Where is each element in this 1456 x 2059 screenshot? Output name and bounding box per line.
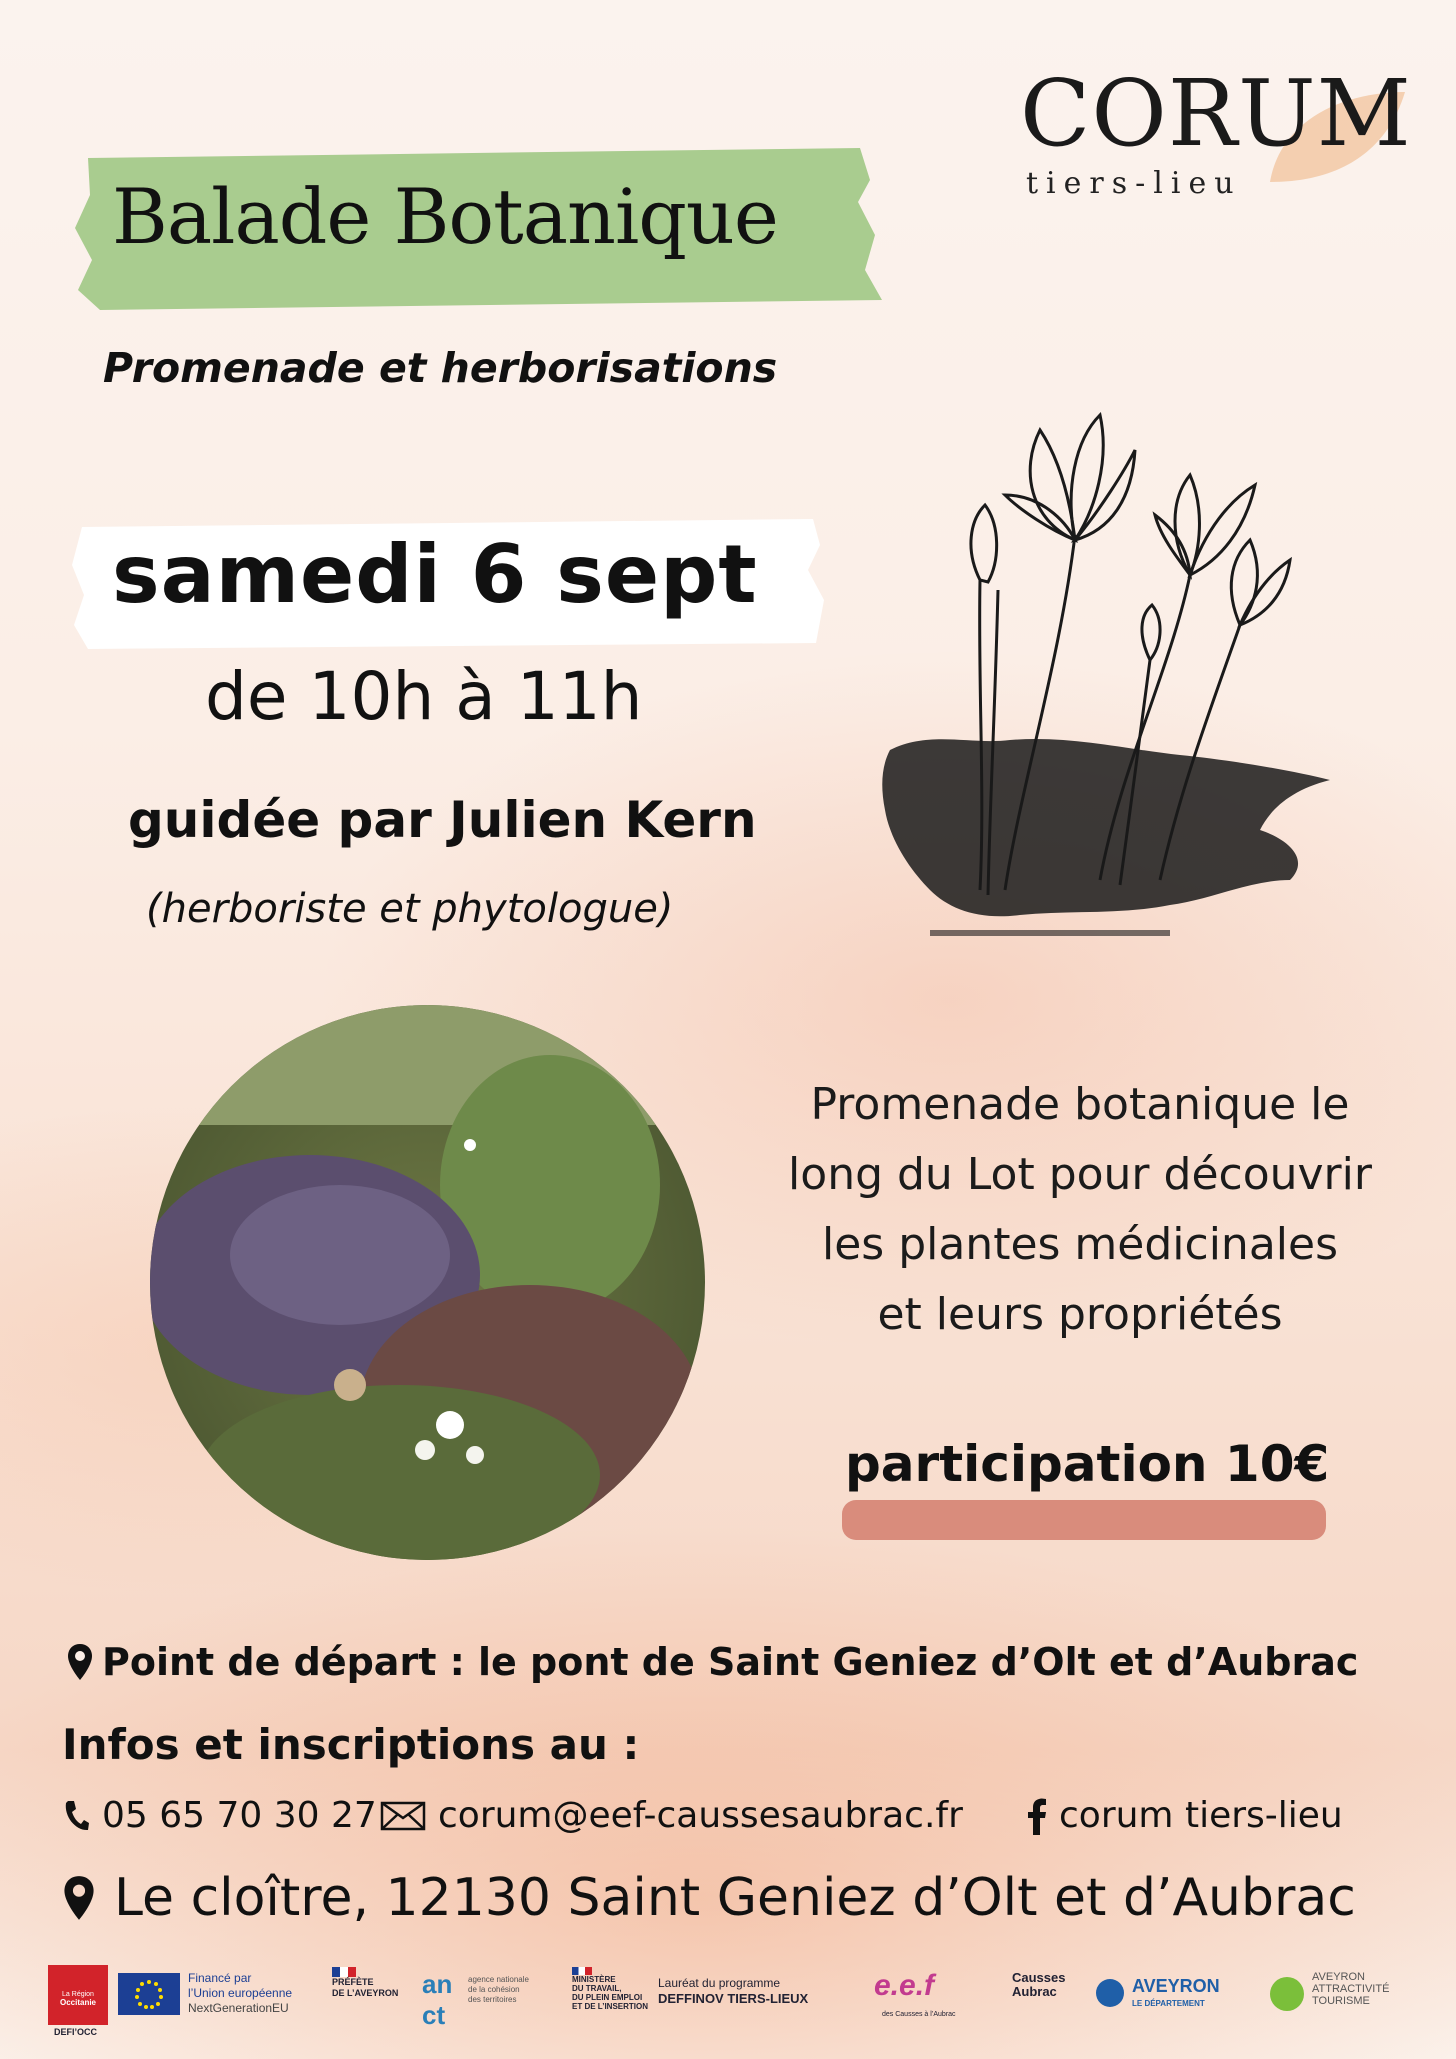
eu-flag	[118, 1973, 180, 2015]
eef-logo: e.e.f	[874, 1969, 935, 2002]
ministere-logo	[572, 1967, 648, 2011]
facebook-name: corum tiers-lieu	[1059, 1795, 1343, 1836]
mail-icon	[380, 1801, 426, 1831]
aveyron-icon	[1096, 1979, 1124, 2007]
sponsor-logos	[44, 1955, 1424, 2040]
description-line: et leurs propriétés	[877, 1289, 1283, 1340]
facebook-icon	[1027, 1797, 1047, 1835]
facebook-contact[interactable]	[1027, 1795, 1343, 1836]
location-pin-icon	[66, 1642, 94, 1682]
description-line: les plantes médicinales	[821, 1219, 1338, 1270]
defi-occ-label: DEFI’OCC	[54, 2027, 98, 2037]
prefecture-line: DE L’AVEYRON	[332, 1988, 399, 1998]
event-date: samedi 6 sept	[112, 528, 758, 621]
eu-text	[188, 1971, 292, 2016]
price: participation 10€	[845, 1435, 1330, 1493]
phone-number: 05 65 70 30 27	[102, 1795, 377, 1836]
prefecture-line: PRÉFÈTE	[332, 1977, 374, 1987]
aveyron-sub: LE DÉPARTEMENT	[1132, 1999, 1205, 2008]
address	[62, 1868, 1356, 1928]
anct-text	[468, 1975, 529, 2005]
laureat-logo	[658, 1975, 808, 2007]
email-contact[interactable]	[380, 1795, 963, 1836]
french-flag-icon	[572, 1967, 592, 1975]
logo-subtitle: tiers-lieu	[1026, 166, 1242, 201]
anct-line: des territoires	[468, 1995, 517, 2004]
infos-heading: Infos et inscriptions au :	[62, 1720, 640, 1769]
aveyron-name: AVEYRON	[1132, 1976, 1220, 1996]
ministere-line: ET DE L’INSERTION	[572, 2002, 649, 2011]
eef-sub: des Causses à l’Aubrac	[882, 2011, 956, 2018]
occitanie-region-label: La Région	[62, 1991, 94, 1998]
eu-line: l’Union européenne	[188, 1986, 293, 2000]
aveyron-logo	[1132, 1977, 1220, 2013]
laureat-line: Lauréat du programme	[658, 1976, 781, 1990]
french-flag-icon	[332, 1967, 356, 1977]
description-line: Promenade botanique le	[810, 1079, 1350, 1130]
prefecture-logo	[332, 1967, 398, 1999]
phone-icon	[62, 1799, 90, 1833]
flower-illustration	[870, 410, 1340, 1000]
departure-text: Point de départ : le pont de Saint Geniez d’Olt et d’Aubrac	[102, 1640, 1359, 1684]
email-address: corum@eef-caussesaubrac.fr	[438, 1795, 963, 1836]
eu-stars-icon	[118, 1973, 180, 2015]
departure-point	[66, 1640, 1358, 1684]
attractivite-line: AVEYRON	[1312, 1971, 1365, 1983]
event-time: de 10h à 11h	[205, 658, 643, 735]
attractivite-line: TOURISME	[1312, 1995, 1370, 2007]
anct-line: agence nationale	[468, 1975, 529, 1984]
causses-aubrac-logo	[1012, 1971, 1065, 1999]
event-description	[740, 1070, 1420, 1350]
guide-name: guidée par Julien Kern	[128, 791, 757, 849]
price-highlight	[842, 1500, 1326, 1540]
laureat-program: DEFFINOV TIERS-LIEUX	[658, 1991, 809, 2006]
page-subtitle: Promenade et herborisations	[103, 344, 778, 392]
ministere-line: MINISTÈRE	[572, 1975, 616, 1984]
plants-photo	[150, 1005, 705, 1560]
eu-line: Financé par	[188, 1971, 252, 1985]
phone-contact[interactable]	[62, 1795, 377, 1836]
anct-line: de la cohésion	[468, 1985, 520, 1994]
occitanie-name: Occitanie	[59, 1998, 96, 2007]
attractivite-logo	[1312, 1971, 1389, 2007]
occitanie-logo	[48, 1965, 108, 2025]
logo-name: CORUM	[1020, 60, 1412, 167]
eu-line: NextGenerationEU	[188, 2001, 289, 2015]
address-text: Le cloître, 12130 Saint Geniez d’Olt et d’Aubrac	[114, 1868, 1356, 1928]
causses-line: Causses	[1012, 1970, 1066, 1985]
guide-role: (herboriste et phytologue)	[146, 886, 674, 932]
description-line: long du Lot pour découvrir	[788, 1149, 1372, 1200]
ministere-line: DU PLEIN EMPLOI	[572, 1993, 643, 2002]
page-title: Balade Botanique	[112, 172, 778, 261]
causses-line: Aubrac	[1012, 1984, 1057, 1999]
ministere-line: DU TRAVAIL,	[572, 1984, 622, 1993]
corum-logo	[1010, 60, 1430, 210]
anct-logo-icon: an ct	[422, 1969, 453, 2030]
location-pin-icon	[62, 1873, 96, 1923]
attractivite-line: ATTRACTIVITÉ	[1312, 1983, 1390, 1995]
attractivite-icon	[1270, 1977, 1304, 2011]
